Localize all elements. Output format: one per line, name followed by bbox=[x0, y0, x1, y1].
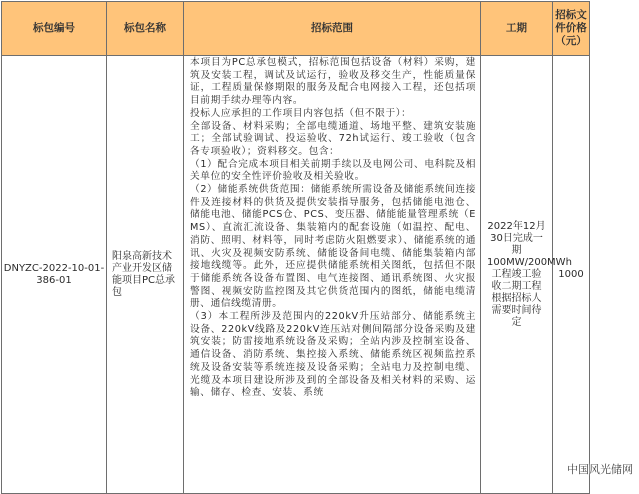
scope-paragraph: 全部设备、材料采购；全部电缆通道、场地平整、建筑安装施工；全部试验调试、投运验收、72h试运行、竣工验收（包含各专项验收）；资料移交。包含： bbox=[190, 120, 476, 157]
header-row bbox=[2, 2, 590, 56]
cell-code: DNYZC-2022-10-01-386-01 bbox=[2, 56, 107, 494]
header-price: 招标文件价格（元） bbox=[553, 2, 590, 56]
header-name: 标包名称 bbox=[107, 2, 184, 56]
header-code: 标包编号 bbox=[2, 2, 107, 56]
header-scope: 招标范围 bbox=[184, 2, 481, 56]
watermark: 中国风光储网 bbox=[567, 463, 633, 476]
cell-price: 1000 bbox=[553, 56, 590, 494]
scope-paragraph: （3）本工程所涉及范围内的220kV升压站部分、储能系统主设备、220kV线路及220kV连压站对侧间隔部分设备采购及建筑安装；防雷接地系统设备及采购；全站内涉及控制室设备、通信设备、消防系统、集控接入系统、储能系统区视频监控系统及设备安装等系统连接及设备采购；全站电力及控制电缆、光缆及本项目建设所涉及到的全部设备及相关材料的采购、运输、储存、检查、安装、系统 bbox=[190, 311, 476, 399]
scope-paragraph: （2）储能系统供货范围：储能系统所需设备及储能系统间连接件及连接材料的供货及提供安装指导服务，包括储能电池仓、储能电池、储能PCS仓、PCS、变压器、储能能量管理系统（EMS）、直流汇流设备、集装箱内的配套设施（如温控、配电、消防、照明、材料等，同时考虑防火阻燃要求）、储能系统的通讯、火灾及视频安防系统、储能设备间电缆、储能集装箱内部接地线缆等。此外，还应提供储能系统相关图纸，包括但不限于储能系统各设备布置图、电气连接图、通讯系统图、火灾报警图、视频安防监控图及其它供货范围内的图纸，储能电缆清册、通信线缆清册。 bbox=[190, 184, 476, 310]
cell-period: 2022年12月30日完成一期100MW/200MWh工程竣工验收二期工程根据招标人需要时间待定 bbox=[481, 56, 553, 494]
cell-name: 阳泉高新技术产业开发区储能项目PC总承包 bbox=[107, 56, 184, 494]
cell-scope bbox=[184, 56, 481, 494]
header-period: 工期 bbox=[481, 2, 553, 56]
table-row bbox=[2, 56, 590, 494]
bid-table bbox=[1, 1, 590, 494]
scope-paragraph: 投标人应承担的工作项目内容包括（但不限于）： bbox=[190, 107, 412, 119]
scope-paragraph: 本项目为PC总承包模式，招标范围包括设备（材料）采购，建筑及安装工程，调试及试运行，验收及移交生产，性能质量保证，工程质量保修期限的服务及配合电网接入工程，还包括项目前期手续办理等内容。 bbox=[190, 57, 476, 107]
scope-paragraph: （1）配合完成本项目相关前期手续以及电网公司、电科院及相关单位的安全性评价验收及相关验收。 bbox=[190, 158, 476, 183]
